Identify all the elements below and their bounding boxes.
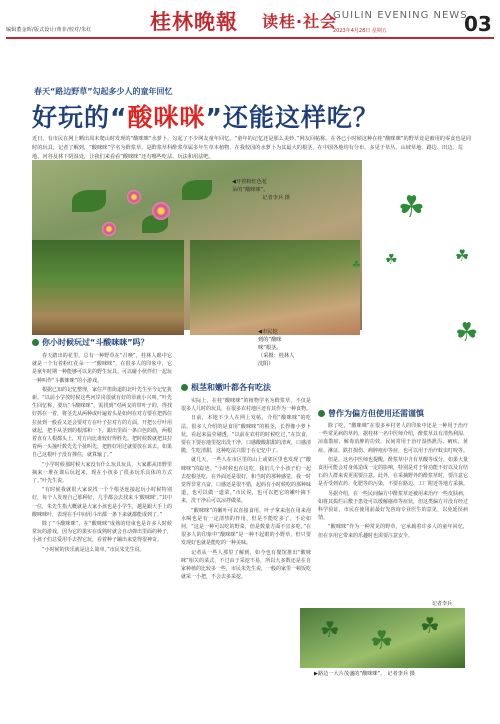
pink-flower xyxy=(102,222,116,236)
clover-icon: ☘ xyxy=(398,190,425,225)
leaf-shape xyxy=(72,190,106,212)
clover-icon: ☘ xyxy=(320,618,340,643)
caption-line: 咪”根茎。 xyxy=(258,345,282,351)
newspaper-logo: 桂林晚報 xyxy=(150,9,238,34)
caption-line: 到的“酸咪 xyxy=(258,337,282,343)
paragraph: 另据介绍，在一些民间偏方中酢浆草还被用来治疗一些皮肤病，如将其捣烂后敷于患处可以缓解瘙痒等症状，但这类偏方并没有经过科学验证，市民在使用前最好先咨询专业医生的意见，以免延误病情。 xyxy=(318,490,468,522)
lead-paragraph: 近日，有市民在网上晒出周末爬山时发现的“酸咪咪”水萝卜，勾起了不少网友童年回忆。“童年的记忆还是那么美妙。”网友回帖称。在各已小时候这种在桂“酸咪咪”的野草竟是被用的零食也是同时的玩具。记者了解到，“酸咪咪”学名为酢浆草，是酢浆草科酢浆草属多年生草本植物，在我校园的水萝卜为其最大的根茎，在中国各地均有分布，多见于草丛、山坡草地、路边、田边、荒地、河谷及林下阴湿处，让我们来看看“酸咪咪”还有哪些吃法、玩法和用法吧。 xyxy=(32,136,471,160)
clover-icon: ☘ xyxy=(420,614,440,639)
paragraph: “小时候的快乐就是这么简单。”市民朱先生说。 xyxy=(42,546,145,553)
caption-line: 朵的“酸咪咪”。 xyxy=(232,187,269,193)
bullet-icon xyxy=(318,410,325,417)
paragraph: 除了“斗酸咪咪”，在“酸咪咪”成熟的结束也是许多人时候常玩的游戏，因为它的果实在成熟时就会自动弹出里面的种子，小孩子们总爱用手去捏它玩，看着种子蹦出来觉得很神奇。 xyxy=(32,521,172,544)
clover-field-photo xyxy=(300,608,465,668)
pink-flower xyxy=(152,202,170,220)
paragraph: “酸咪咪”作为一种常见的野草，它承载着许多人的童年回忆，但在享用它带来的乐趣时也需要注意安全。 xyxy=(318,524,468,539)
paragraph: 记者从一些人那里了解到，如今也有餐馆推出“酸咪咪”相关的菜式，不过由于采挖不易，所以大多数还是在自家种植的比较多一些，市民朱先生说，一般的家里一顿饭吃就采一小把，不会去多采挖。 xyxy=(181,549,311,581)
bullet-icon xyxy=(32,339,39,346)
subhead-text: 你小时候玩过“斗酸咪咪”吗？ xyxy=(42,338,149,347)
subhead-medicine xyxy=(318,408,424,419)
english-name: GUILIN EVENING NEWS xyxy=(333,10,468,21)
pink-flower xyxy=(127,190,141,204)
roots-photo-left xyxy=(32,240,184,335)
column-2 xyxy=(181,397,311,712)
caption-line: ◀市民挖 xyxy=(258,329,278,335)
leaf-shape xyxy=(182,180,212,200)
photo-caption-field: ▶路边一大片茂盛的“酸咪咪”。 记者李兵 摄 xyxy=(314,671,415,677)
page-number: 03 xyxy=(464,12,492,36)
headline-keyword: 酸咪咪 xyxy=(127,103,206,132)
clover-icon: ☘ xyxy=(385,252,398,268)
paragraph: 春天踏出的花里，总有一种野草在“召唤”，桂林人眼中它就是一个有着粉红花朵一一“酸咪咪”，在很多人的印象中，它是童年时期一种能够可以见的野生玩具。可以碰小伙伴们一起玩一种叫作“斗酸咪咪”的小游戏。 xyxy=(32,353,172,384)
clover-icon: ☘ xyxy=(352,260,361,271)
paragraph: “小学时候那时候大家没有什么玩具玩具，大家都从田野里摘来一堆在课后玩起来，现在小孩多了很多玩乐具体的方式了。”叶先生说。 xyxy=(32,461,172,485)
headline xyxy=(32,98,379,134)
subhead-eating xyxy=(181,382,271,393)
paragraph: 日前，本地不少人在网上发帖，介绍“酸咪咪”的吃法。很多人介绍的是食用“酸咪咪”的根茎，长得像小萝卜状，看起来晶莹剔透，“以前在农村的时候吃过，”在饮食，要在下要在地里挖出洗干净，口感酸酸甜甜的清爽，口感清脆，生吃清甜，这种吃法只限于在记忆中了。 xyxy=(181,415,311,455)
paragraph: 就几天，一些人在市区里的山上或郊区里也发现了“酸咪咪”的踪迹。“小时候也在这吃，我们几个小孩子们一起去挖根茎吃，在外面还是很好，和当时的那种感觉，我一时觉得非常兴奋，口感还是很不错，起码有小时候吃的那种味道，也可以做一道菜。”市民说，也可以把它的嫩叶摘下来，洗干净后可以凉拌做菜。 xyxy=(181,457,311,505)
clover-icon: ☘ xyxy=(370,626,394,656)
masthead-divider xyxy=(6,37,494,39)
clover-icon: ☘ xyxy=(455,318,479,348)
kicker: 春天“路边野草”勾起多少人的童年回忆 xyxy=(34,87,173,96)
paragraph: “有时候我就很大家说找一个个根茎连接起玩小时候特别好，每个人发现自己那种好，几乎都会去找来斗‘酸咪咪’。”其中一位，朱先生指大概就是大家小孩也是小学生，越是跟大手上的酸咪咪叶，表现在手中间用斗出都一条下来就都能成到了。” xyxy=(32,487,172,518)
clover-icon: ☘ xyxy=(455,246,470,265)
paragraph: 根据已知的记忆整理，家住芦笛街道的北叶先生至今记忆犹新。“以前小学放时候这些河岸岗很就有好的草就小兴叫。”叶先生回忆称，要玩“斗酸咪咪”，需找到“对两支的带叶子的，得找好抓在一着，将茎先从两种或叶遍着头是如何在对方要在把抓住拉扯到一般看又还会要对方在叶子拉对方的方面，开把公仔叶用就起，把手从茎到的根部和一下，跟出里面一条白色的筋，两根着直有人根都头上，对方向比谁较好得胜先。把时候数就把其拉着两一头撞叶数先先个扯叫先，把胜好用过就要放在该去。如果自己这根叶子没有撑住，就算输了。” xyxy=(32,386,172,459)
subhead-game xyxy=(32,337,149,348)
bullet-icon xyxy=(181,384,188,391)
subhead-text: 曾作为偏方但使用还需谨慎 xyxy=(328,409,424,418)
photo-caption-flowers xyxy=(232,178,290,202)
roots-photo-right xyxy=(190,240,360,335)
subhead-text: 根茎和嫩叶都各有吃法 xyxy=(191,383,271,392)
column-1 xyxy=(32,352,172,712)
caption-line: 记者李兵 摄 xyxy=(262,195,290,201)
headline-post: ”还能这样吃？ xyxy=(205,103,379,132)
paragraph: 实际上，在桂“酸咪咪”的植物学名为酢浆草，不仅是很多人儿时的玩具，在很多农村地区还有其作为一种食物。 xyxy=(181,398,311,413)
headline-pre: 好玩的“ xyxy=(32,103,128,132)
byline: 记者李兵 xyxy=(432,601,453,607)
caption-line: ◀开着粉红色花 xyxy=(232,179,268,185)
paragraph: 但是，这名中医师也提醒，酢浆草中含有草酸等成分，如果大量食用可能会对身体造成一定的影响，特别是对于肾功能不好以及有结石的人群来说更需要注意。此外，在采摘野外的酢浆草时，要注意它是否受到农药、化肥等的污染，不要在路边、工厂附近等地方采摘。 xyxy=(318,456,468,488)
paragraph: “酸咪咪”的嫩叶可以直接食用，叶子拿来泡在用来泡水喝也是有一定清热的作用，但是不能吃多了。不论如何，“这是一种可以吃的野菜，但是数量方面不宜多吃。”在很多人的印象中“酸咪咪”是一种不起眼的小野草，但只要发现好也就是能吃的一种美味。 xyxy=(181,507,311,547)
editor-credits: 编辑董金晖/版式设计/黄菲/校对/朱红 xyxy=(6,27,92,33)
caption-line: （采摄：桂林人 xyxy=(258,353,295,359)
photo-caption-roots xyxy=(258,328,316,368)
masthead xyxy=(0,0,500,40)
issue-date: 2023年4月28日 星期五 xyxy=(333,28,387,34)
section-title: 读桂·社会 xyxy=(262,12,338,31)
caption-line: 沈阳） xyxy=(258,361,274,367)
paragraph: 除了吃，“酸咪咪”在很多乡村老人的印象中还是一种用于治疗一些常见病的草药，据桂林一名中医师介绍，酢浆草具有清热利湿、凉血散瘀、解毒消肿的功效，民间常用于治疗湿热泄泻、痢疾、黄疸、淋证、跌打损伤、痈肿疮疖等症，也可以用于治疗蚊虫叮咬等。 xyxy=(318,423,468,454)
column-3 xyxy=(318,422,468,602)
